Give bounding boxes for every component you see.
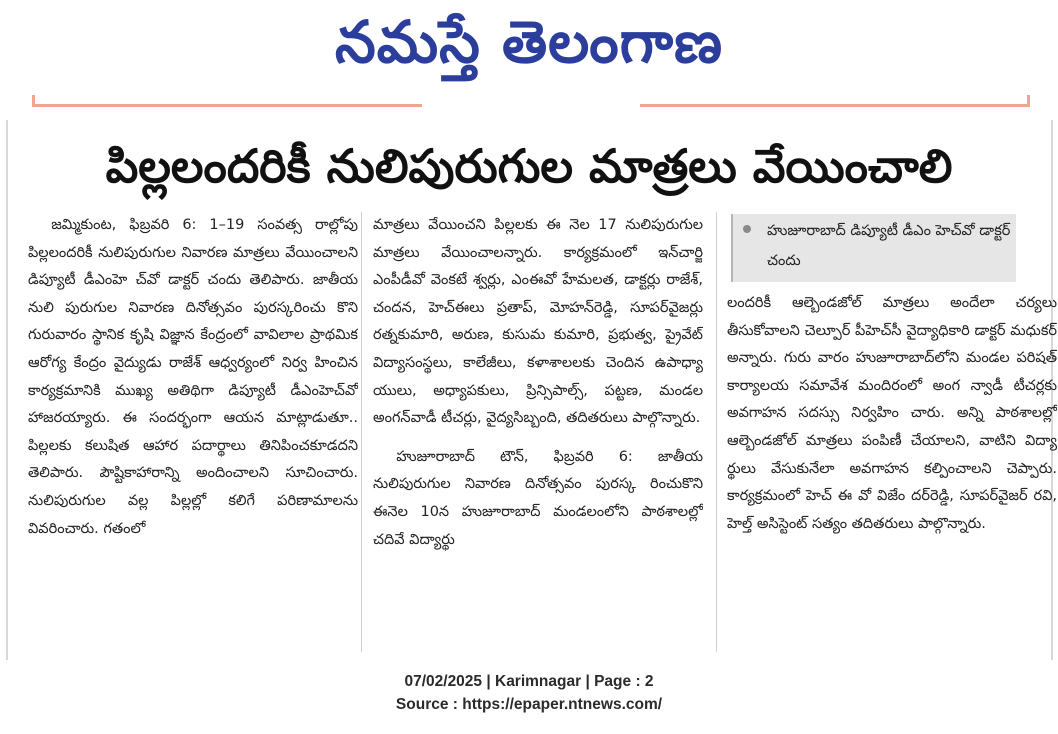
article-column-3 — [727, 290, 1057, 630]
article-headline: పిల్లలందరికీ నులిపురుగుల మాత్రలు వేయించాలి — [105, 139, 953, 193]
rule-tick — [32, 95, 35, 107]
masthead-rule-right — [640, 104, 1030, 107]
column-3-paragraph: లందరికీ ఆల్బెండజోల్ మాత్రలు అందేలా చర్యలు తీసుకోవాలని చెల్పూర్ పీహెచ్‌సీ వైద్యాధికారి డాక్టర్ మధుకర్ అన్నారు. గురు వారం హుజూరాబాద్‌లోని మండల పరిషత్ కార్యాలయ సమావేశ మందిరంలో అంగ న్వాడీ టీచర్లకు అవగాహన సదస్సు నిర్వహిం చారు. అన్ని పాఠశాలల్లో ఆల్బెండజోల్ మాత్రలు పంపిణీ చేయాలని, వాటిని విద్యా ర్థులు వేసుకునేలా అవగాహన కల్పించాలని చెప్పారు. కార్యక్రమంలో హెచ్ ఈ వో విజేం దర్‌రెడ్డి, సూపర్‌వైజర్ రవి, హెల్త్ అసిస్టెంట్ సత్యం తదితరులు పాల్గొన్నారు. — [727, 295, 1057, 532]
column-2-paragraph: మాత్రలు వేయించని పిల్లలకు ఈ నెల 17 నులిపురుగుల మాత్రలు వేయించాలన్నారు. కార్యక్రమంలో ఇన్‌చార్జి ఎంపీడీవో వెంకటే శ్వర్లు, ఎంఈవో హేమలత, డాక్టర్లు రాజేశ్, చందన, హెచ్‌ఈలు ప్రతాప్, మోహన్‌రెడ్డి, సూపర్‌వైజర్లు రత్నకుమారి, అరుణ, కుసుమ కుమారి, ప్రభుత్వ, ప్రైవేట్ విద్యాసంస్థలు, కాలేజీలు, కళాశాలలకు చెందిన ఉపాధ్యా యులు, అధ్యాపకులు, ప్రిన్సిపాల్స్, పట్టణ, మండల అంగన్‌వాడీ టీచర్లు, వైద్యసిబ్బంది, తదితరులు పాల్గొన్నారు. — [373, 217, 703, 427]
column-2-paragraph: హుజూరాబాద్ టౌన్, ఫిబ్రవరి 6: జాతీయ నులిపురుగుల నివారణ దినోత్సవం పురస్క రించుకొని ఈనెల 10న హుజూరాబాద్ మండలంలోని పాఠశాలల్లో చదివే విద్యార్థు — [373, 448, 703, 548]
footer-source: Source : https://epaper.ntnews.com/ — [395, 696, 663, 713]
article-column-1 — [28, 212, 358, 654]
column-divider — [361, 212, 362, 652]
clipping-edge-left — [6, 120, 8, 660]
column-1-paragraph: జమ్మికుంట, ఫిబ్రవరి 6: 1–19 సంవత్స రాల్లోపు పిల్లలందరికీ నులిపురుగుల నివారణ మాత్రలు వేయించాలని డిప్యూటీ డీఎంహె చ్‌వో డాక్టర్ చందు తెలిపారు. జాతీయ నులి పురుగుల నివారణ దినోత్సవం పురస్కరించు కొని గురువారం స్థానిక కృషి విజ్ఞాన కేంద్రంలో వావిలాల ప్రాథమిక ఆరోగ్య కేంద్రం వైద్యుడు రాజేశ్ ఆధ్వర్యంలో నిర్వ హించిన కార్యక్రమానికి ముఖ్య అతిథిగా డిప్యూటీ డీఎంహెచ్‌వో హాజరయ్యారు. ఈ సందర్భంగా ఆయన మాట్లాడుతూ.. పిల్లలకు కలుషిత ఆహార పదార్థాలు తినిపించకూడదని తెలిపారు. పౌష్టికాహారాన్ని అందించాలని సూచించారు. నులిపురుగుల వల్ల పిల్లల్లో కలిగే పరిణామాలను వివరించారు. గతంలో — [28, 217, 358, 537]
subheading-callout — [731, 214, 1016, 282]
column-divider — [716, 212, 717, 652]
article-column-2 — [373, 212, 703, 654]
rule-tick — [1027, 95, 1030, 107]
newspaper-masthead: నమస్తే తెలంగాణ — [335, 8, 723, 76]
callout-text: హుజూరాబాద్ డిప్యూటీ డీఎం హెచ్‌వో డాక్టర్ చందు — [767, 223, 1011, 269]
footer-date-edition: 07/02/2025 | Karimnagar | Page : 2 — [404, 673, 654, 690]
masthead-rule-left — [32, 104, 422, 107]
bullet-icon — [743, 225, 751, 233]
